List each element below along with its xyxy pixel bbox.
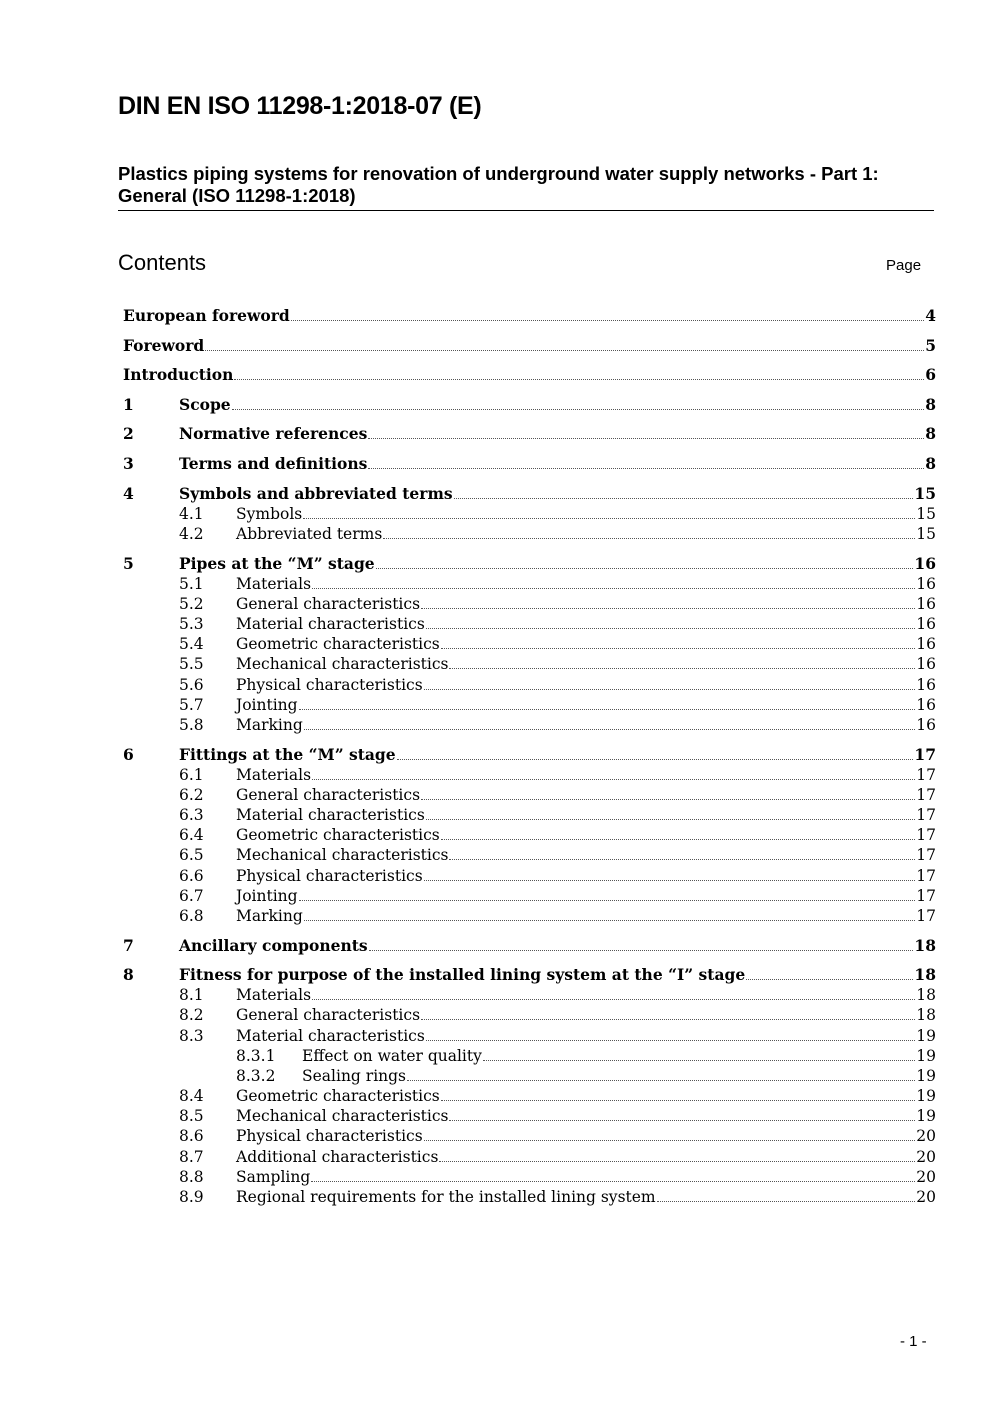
toc-entry-title: Jointing (236, 887, 298, 905)
toc-entry[interactable] (123, 395, 936, 415)
toc-dot-leader (312, 584, 915, 589)
toc-entry-number: 6.6 (179, 867, 204, 885)
toc-entry-number: 8.8 (179, 1168, 204, 1186)
toc-entry[interactable] (179, 1147, 936, 1167)
toc-entry[interactable] (179, 765, 936, 785)
toc-entry-page: 16 (916, 655, 936, 673)
toc-entry[interactable] (123, 965, 936, 985)
toc-dot-leader (441, 1096, 916, 1101)
toc-dot-leader (449, 664, 915, 669)
toc-dot-leader (304, 916, 915, 921)
toc-entry-page: 19 (916, 1107, 936, 1125)
toc-entry-title: Mechanical characteristics (236, 655, 449, 673)
toc-entry-title: Geometric characteristics (236, 1087, 440, 1105)
toc-entry-page: 8 (925, 454, 936, 473)
toc-dot-leader (397, 755, 914, 760)
toc-entry-page: 20 (916, 1127, 936, 1145)
toc-entry-number: 5 (123, 554, 134, 573)
toc-entry[interactable] (123, 424, 936, 444)
contents-heading: Contents (118, 250, 207, 275)
toc-entry[interactable] (179, 886, 936, 906)
toc-entry[interactable] (179, 614, 936, 634)
toc-entry-page: 16 (916, 676, 936, 694)
toc-entry-title: Marking (236, 716, 303, 734)
toc-dot-leader (303, 514, 915, 519)
toc-entry[interactable] (179, 524, 936, 544)
toc-dot-leader (441, 835, 916, 840)
toc-entry-page: 17 (916, 846, 936, 864)
toc-entry-number: 8.7 (179, 1148, 204, 1166)
toc-entry-title: Materials (236, 766, 312, 784)
toc-entry-title: Physical characteristics (236, 1127, 423, 1145)
toc-entry[interactable] (123, 454, 936, 474)
toc-dot-leader (421, 795, 915, 800)
toc-dot-leader (312, 775, 915, 780)
toc-entry-number: 8.3.1 (236, 1047, 276, 1065)
toc-entry[interactable] (179, 695, 936, 715)
toc-entry-title: Fitness for purpose of the installed lining system at the “I” stage (179, 965, 746, 984)
toc-dot-leader (376, 564, 914, 569)
toc-entry-number: 8.4 (179, 1087, 204, 1105)
toc-entry-title: Foreword (123, 336, 205, 355)
toc-entry-page: 17 (916, 907, 936, 925)
toc-entry-title: Sampling (236, 1168, 311, 1186)
toc-entry-number: 7 (123, 936, 134, 955)
toc-entry-number: 8 (123, 965, 134, 984)
toc-entry-title: Scope (179, 395, 231, 414)
toc-entry-number: 5.5 (179, 655, 204, 673)
toc-dot-leader (657, 1197, 916, 1202)
toc-entry-number: 6.2 (179, 786, 204, 804)
toc-entry-title: Jointing (236, 696, 298, 714)
toc-entry[interactable] (179, 1187, 936, 1207)
toc-entry-page: 15 (916, 505, 936, 523)
toc-entry-page: 17 (916, 826, 936, 844)
toc-entry-title: Symbols and abbreviated terms (179, 484, 453, 503)
toc-entry-number: 5.2 (179, 595, 204, 613)
toc-entry[interactable] (179, 785, 936, 805)
toc-entry-number: 5.1 (179, 575, 204, 593)
toc-entry-title: Abbreviated terms (236, 525, 383, 543)
toc-entry-page: 5 (925, 336, 936, 355)
toc-entry-number: 5.3 (179, 615, 204, 633)
toc-dot-leader (424, 1136, 916, 1141)
toc-entry-number: 8.2 (179, 1006, 204, 1024)
toc-entry-title: Material characteristics (236, 615, 425, 633)
toc-dot-leader (299, 705, 916, 710)
toc-entry-number: 6.5 (179, 846, 204, 864)
toc-entry-page: 19 (916, 1027, 936, 1045)
toc-entry-page: 8 (925, 395, 936, 414)
toc-entry-page: 19 (916, 1047, 936, 1065)
toc-entry-title: Material characteristics (236, 806, 425, 824)
toc-entry-title: Regional requirements for the installed lining system (236, 1188, 656, 1206)
toc-dot-leader (291, 316, 924, 321)
toc-entry-title: European foreword (123, 306, 290, 325)
toc-entry-number: 5.8 (179, 716, 204, 734)
toc-entry[interactable] (179, 634, 936, 654)
toc-entry-number: 8.1 (179, 986, 204, 1004)
toc-entry-number: 8.9 (179, 1188, 204, 1206)
toc-entry-page: 19 (916, 1067, 936, 1085)
toc-dot-leader (426, 815, 915, 820)
toc-entry[interactable] (123, 336, 936, 356)
toc-entry-number: 5.4 (179, 635, 204, 653)
toc-dot-leader (454, 494, 914, 499)
toc-entry-page: 6 (925, 365, 936, 384)
toc-entry[interactable] (123, 365, 936, 385)
toc-entry-title: Materials (236, 986, 312, 1004)
toc-dot-leader (299, 896, 916, 901)
toc-entry-number: 5.7 (179, 696, 204, 714)
toc-dot-leader (441, 644, 916, 649)
toc-dot-leader (426, 624, 915, 629)
toc-entry-number: 6.4 (179, 826, 204, 844)
toc-entry-title: Normative references (179, 424, 368, 443)
toc-dot-leader (426, 1036, 915, 1041)
toc-entry-title: Geometric characteristics (236, 635, 440, 653)
toc-entry[interactable] (123, 554, 936, 574)
toc-entry[interactable] (123, 936, 936, 956)
toc-entry[interactable] (179, 675, 936, 695)
toc-entry-page: 18 (914, 936, 936, 955)
toc-entry[interactable] (179, 866, 936, 886)
toc-entry-title: Physical characteristics (236, 676, 423, 694)
toc-dot-leader (421, 1015, 915, 1020)
toc-dot-leader (449, 855, 915, 860)
toc-entry-page: 15 (916, 525, 936, 543)
document-id: DIN EN ISO 11298-1:2018-07 (E) (118, 92, 482, 120)
toc-entry-number: 2 (123, 424, 134, 443)
toc-entry-number: 4 (123, 484, 134, 503)
toc-entry-title: Material characteristics (236, 1027, 425, 1045)
toc-entry-number: 8.3.2 (236, 1067, 276, 1085)
toc-entry-page: 16 (916, 635, 936, 653)
toc-dot-leader (368, 434, 924, 439)
toc-dot-leader (232, 405, 925, 410)
page-column-label: Page (886, 257, 922, 274)
toc-entry-page: 17 (916, 806, 936, 824)
toc-entry-number: 8.3 (179, 1027, 204, 1045)
toc-entry-title: Geometric characteristics (236, 826, 440, 844)
toc-entry-page: 16 (916, 575, 936, 593)
toc-entry-number: 4.2 (179, 525, 204, 543)
toc-dot-leader (407, 1076, 915, 1081)
toc-entry-title: General characteristics (236, 595, 421, 613)
toc-entry[interactable] (236, 1046, 936, 1066)
toc-entry-number: 5.6 (179, 676, 204, 694)
toc-entry-number: 8.5 (179, 1107, 204, 1125)
toc-dot-leader (312, 995, 915, 1000)
toc-entry-title: Fittings at the “M” stage (179, 745, 396, 764)
toc-entry-title: Physical characteristics (236, 867, 423, 885)
toc-entry-title: Pipes at the “M” stage (179, 554, 375, 573)
toc-entry-number: 8.6 (179, 1127, 204, 1145)
toc-entry-page: 16 (916, 595, 936, 613)
document-title: Plastics piping systems for renovation of underground water supply networks - Part 1: General (ISO 11298-1:2018) (118, 163, 879, 206)
toc-entry-title: Marking (236, 907, 303, 925)
toc-entry-page: 20 (916, 1168, 936, 1186)
toc-entry-title: Materials (236, 575, 312, 593)
toc-dot-leader (311, 1177, 915, 1182)
toc-dot-leader (234, 375, 924, 380)
toc-entry[interactable] (179, 504, 936, 524)
toc-entry[interactable] (179, 906, 936, 926)
toc-dot-leader (449, 1116, 915, 1121)
toc-entry-number: 6 (123, 745, 134, 764)
toc-entry-page: 16 (916, 615, 936, 633)
toc-entry[interactable] (236, 1066, 936, 1086)
toc-entry-page: 17 (916, 867, 936, 885)
toc-entry-number: 1 (123, 395, 134, 414)
toc-entry-title: General characteristics (236, 786, 421, 804)
toc-entry[interactable] (179, 1026, 936, 1046)
toc-entry-number: 6.3 (179, 806, 204, 824)
toc-entry-page: 20 (916, 1148, 936, 1166)
toc-entry[interactable] (123, 484, 936, 504)
toc-entry[interactable] (179, 715, 936, 735)
toc-entry-number: 4.1 (179, 505, 204, 523)
toc-entry-title: Mechanical characteristics (236, 1107, 449, 1125)
toc-entry[interactable] (179, 985, 936, 1005)
toc-dot-leader (421, 604, 915, 609)
toc-entry-title: Ancillary components (179, 936, 368, 955)
toc-entry-page: 17 (916, 887, 936, 905)
toc-entry-title: General characteristics (236, 1006, 421, 1024)
toc-entry-title: Terms and definitions (179, 454, 368, 473)
toc-entry[interactable] (179, 1086, 936, 1106)
toc-entry-page: 18 (914, 965, 936, 984)
toc-entry-number: 6.1 (179, 766, 204, 784)
toc-entry-page: 18 (916, 986, 936, 1004)
toc-entry-page: 8 (925, 424, 936, 443)
toc-entry[interactable] (123, 745, 936, 765)
toc-entry[interactable] (179, 1167, 936, 1187)
toc-entry[interactable] (179, 1106, 936, 1126)
page-number: - 1 - (900, 1333, 927, 1350)
toc-entry-title: Symbols (236, 505, 303, 523)
toc-entry-page: 18 (916, 1006, 936, 1024)
toc-entry-page: 19 (916, 1087, 936, 1105)
toc-dot-leader (424, 876, 916, 881)
toc-entry[interactable] (179, 574, 936, 594)
toc-entry-page: 16 (916, 716, 936, 734)
toc-dot-leader (424, 685, 916, 690)
toc-entry[interactable] (179, 654, 936, 674)
toc-entry-number: 6.7 (179, 887, 204, 905)
toc-entry-page: 15 (914, 484, 936, 503)
toc-entry-title: Sealing rings (302, 1067, 407, 1085)
toc-entry-page: 17 (914, 745, 936, 764)
toc-entry-page: 16 (914, 554, 936, 573)
toc-entry[interactable] (179, 805, 936, 825)
toc-entry-number: 6.8 (179, 907, 204, 925)
toc-dot-leader (483, 1056, 915, 1061)
toc-entry[interactable] (179, 1005, 936, 1025)
toc-entry-page: 4 (925, 306, 936, 325)
toc-dot-leader (368, 464, 924, 469)
toc-entry-page: 16 (916, 696, 936, 714)
toc-dot-leader (746, 975, 913, 980)
toc-entry-title: Additional characteristics (236, 1148, 439, 1166)
toc-dot-leader (369, 946, 914, 951)
toc-entry[interactable] (179, 845, 936, 865)
toc-entry[interactable] (179, 825, 936, 845)
toc-dot-leader (383, 534, 915, 539)
toc-entry-title: Introduction (123, 365, 234, 384)
toc-entry[interactable] (123, 306, 936, 326)
toc-entry-title: Effect on water quality (302, 1047, 482, 1065)
toc-entry-page: 17 (916, 766, 936, 784)
toc-entry-page: 17 (916, 786, 936, 804)
toc-dot-leader (439, 1157, 915, 1162)
toc-entry-title: Mechanical characteristics (236, 846, 449, 864)
toc-entry-number: 3 (123, 454, 134, 473)
toc-dot-leader (205, 346, 924, 351)
toc-entry[interactable] (179, 594, 936, 614)
toc-entry-page: 20 (916, 1188, 936, 1206)
toc-dot-leader (304, 725, 915, 730)
toc-entry[interactable] (179, 1126, 936, 1146)
